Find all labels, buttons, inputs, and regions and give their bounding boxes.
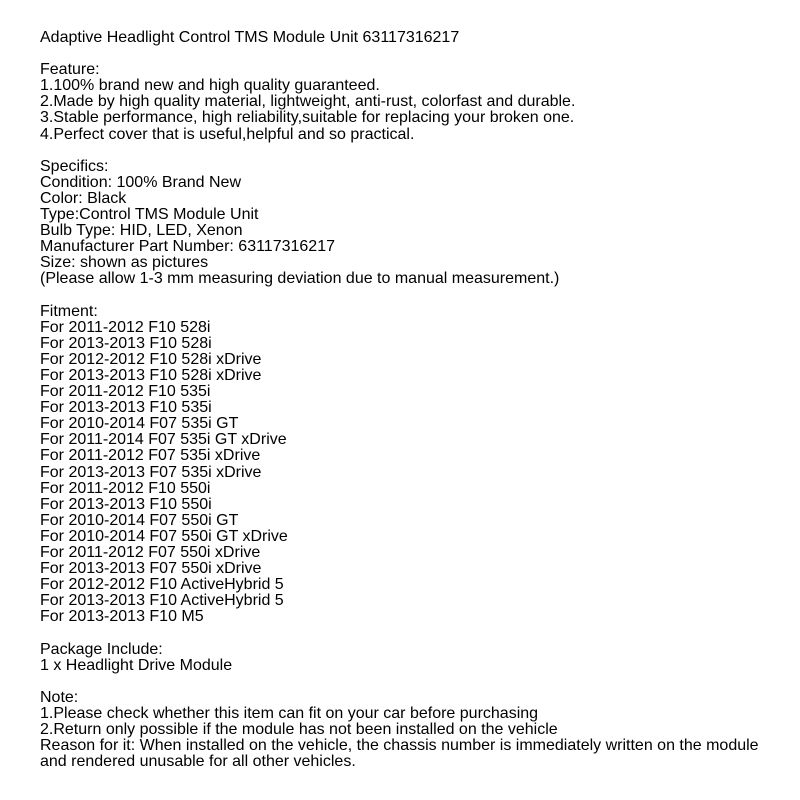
package-heading: Package Include: bbox=[40, 640, 163, 658]
specifics-item: (Please allow 1-3 mm measuring deviation due to manual measurement.) bbox=[40, 270, 560, 288]
note-section bbox=[40, 690, 780, 770]
feature-item: 2.Made by high quality material, lightweight, anti-rust, colorfast and durable. bbox=[40, 93, 576, 111]
fitment-item: For 2012-2012 F10 528i xDrive bbox=[40, 350, 262, 368]
fitment-item: For 2013-2013 F10 528i xDrive bbox=[40, 366, 262, 384]
note-reason: Reason for it: When installed on the vehicle, the chassis number is immediately written on the module and rendered unusable for all other vehicles. bbox=[40, 737, 759, 771]
fitment-item: For 2013-2013 F10 M5 bbox=[40, 608, 204, 626]
fitment-item: For 2013-2013 F07 535i xDrive bbox=[40, 463, 262, 481]
fitment-item: For 2013-2013 F10 550i bbox=[40, 495, 212, 513]
fitment-item: For 2011-2012 F10 535i bbox=[40, 383, 211, 401]
specifics-item: Size: shown as pictures bbox=[40, 254, 209, 272]
note-item: 2.Return only possible if the module has not been installed on the vehicle bbox=[40, 721, 558, 739]
fitment-item: For 2011-2012 F07 550i xDrive bbox=[40, 544, 261, 561]
feature-item: 3.Stable performance, high reliability,suitable for replacing your broken one. bbox=[40, 109, 575, 127]
specifics-item: Manufacturer Part Number: 63117316217 bbox=[40, 238, 335, 256]
fitment-item: For 2010-2014 F07 535i GT bbox=[40, 415, 239, 433]
fitment-item: For 2011-2012 F07 535i xDrive bbox=[40, 447, 261, 465]
fitment-heading: Fitment: bbox=[40, 302, 98, 320]
specifics-item: Color: Black bbox=[40, 189, 127, 207]
package-section bbox=[40, 642, 780, 674]
note-item: 1.Please check whether this item can fit on your car before purchasing bbox=[40, 704, 539, 722]
specifics-item: Bulb Type: HID, LED, Xenon bbox=[40, 222, 243, 240]
product-description bbox=[40, 30, 780, 770]
fitment-item: For 2010-2014 F07 550i GT bbox=[40, 511, 239, 529]
fitment-item: For 2011-2012 F10 550i bbox=[40, 479, 211, 497]
fitment-item: For 2013-2013 F10 ActiveHybrid 5 bbox=[40, 592, 284, 610]
fitment-item: For 2010-2014 F07 550i GT xDrive bbox=[40, 527, 288, 545]
page-title: Adaptive Headlight Control TMS Module Unit 63117316217 bbox=[40, 29, 460, 46]
specifics-item: Condition: 100% Brand New bbox=[40, 173, 242, 191]
fitment-item: For 2011-2014 F07 535i GT xDrive bbox=[40, 431, 287, 449]
package-item: 1 x Headlight Drive Module bbox=[40, 656, 233, 674]
feature-section bbox=[40, 62, 780, 142]
note-heading: Note: bbox=[40, 688, 79, 706]
fitment-item: For 2013-2013 F10 535i bbox=[40, 399, 212, 417]
fitment-item: For 2013-2013 F07 550i xDrive bbox=[40, 560, 262, 578]
fitment-item: For 2012-2012 F10 ActiveHybrid 5 bbox=[40, 576, 284, 594]
feature-item: 1.100% brand new and high quality guaranteed. bbox=[40, 77, 380, 95]
fitment-section bbox=[40, 304, 780, 626]
fitment-item: For 2013-2013 F10 528i bbox=[40, 334, 212, 352]
specifics-heading: Specifics: bbox=[40, 157, 109, 175]
specifics-item: Type:Control TMS Module Unit bbox=[40, 206, 259, 224]
feature-item: 4.Perfect cover that is useful,helpful and so practical. bbox=[40, 125, 415, 143]
fitment-item: For 2011-2012 F10 528i bbox=[40, 318, 211, 336]
specifics-section bbox=[40, 159, 780, 288]
feature-heading: Feature: bbox=[40, 61, 100, 79]
